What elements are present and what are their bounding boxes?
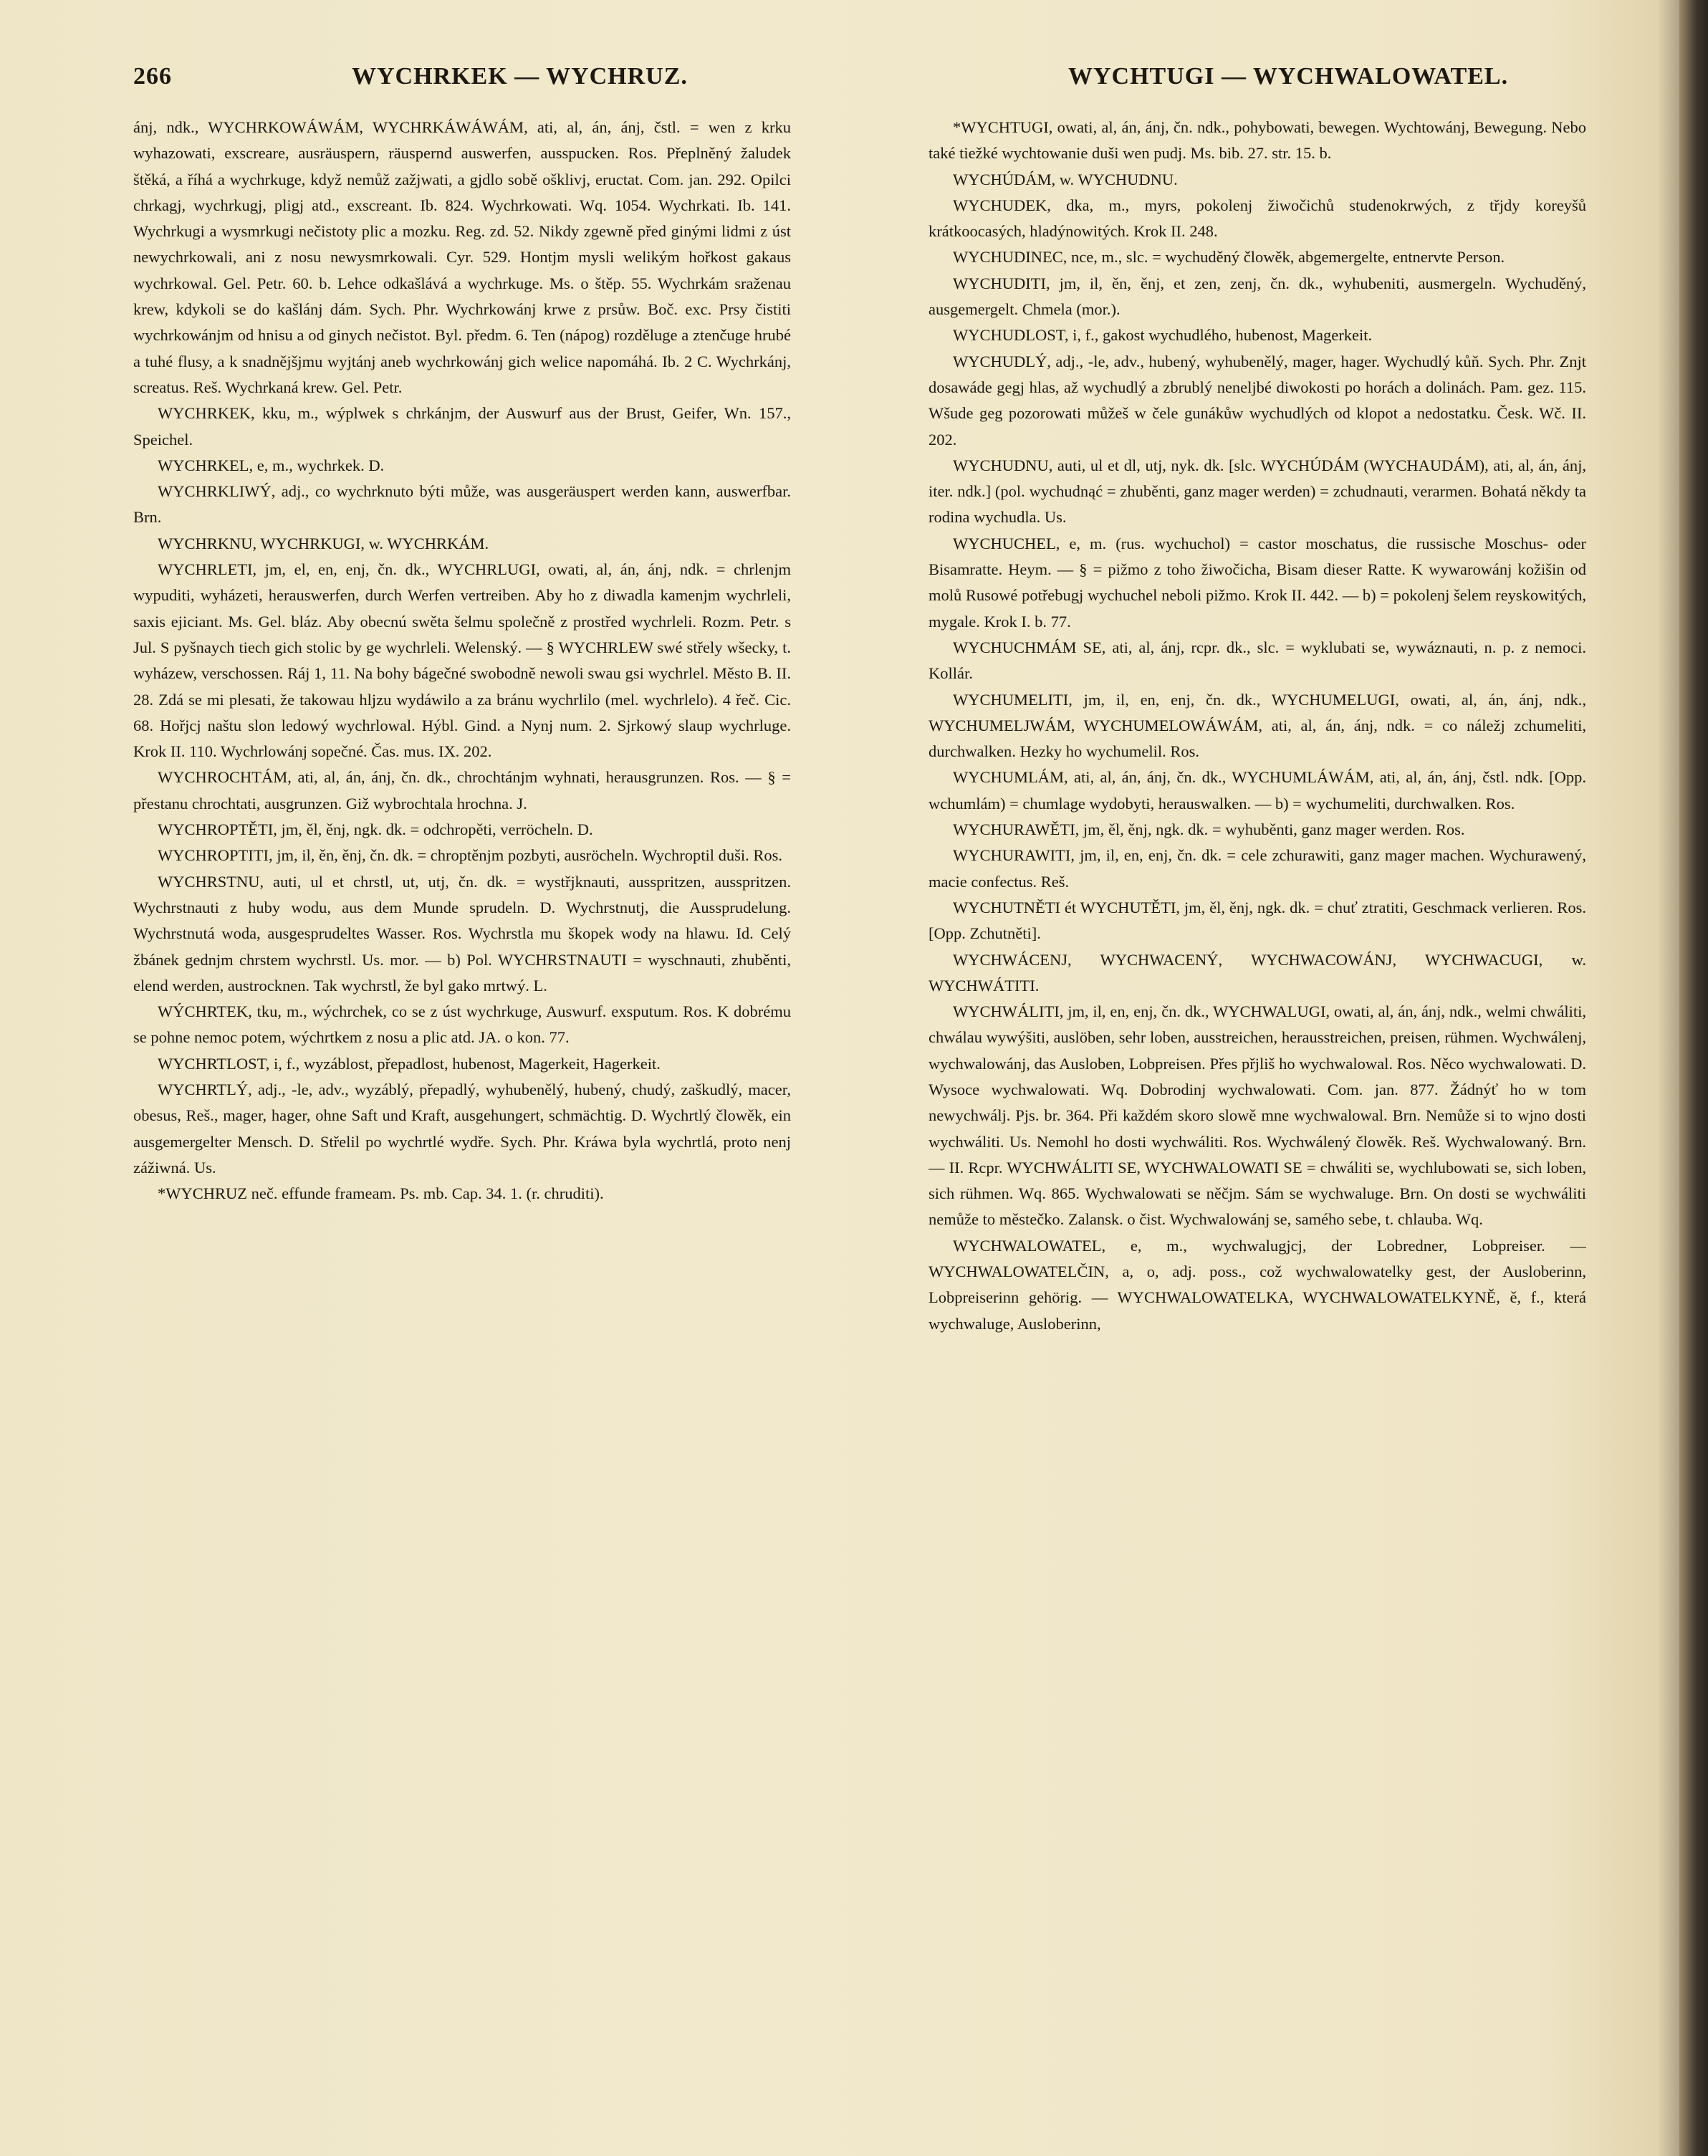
left-running-head: WYCHRKEK — WYCHRUZ.	[352, 63, 688, 90]
dictionary-entry: WÝCHRTEK, tku, m., wýchrchek, co se z úst wychrkuge, Auswurf. exsputum. Ros. K dobrému se pohne nemoc potem, wýchrtkem z nosu a plic atd. JA. o kon. 77.	[133, 1002, 791, 1047]
dictionary-entry: WYCHRKNU, WYCHRKUGI, w. WYCHRKÁM.	[158, 534, 489, 552]
dictionary-entry: WYCHWÁCENJ, WYCHWACENÝ, WYCHWACOWÁNJ, WYCHWACUGI, w. WYCHWÁTITI.	[929, 950, 1586, 995]
dictionary-entry: WYCHUDINEC, nce, m., slc. = wychuděný člowěk, abgemergelte, entnervte Person.	[953, 248, 1505, 267]
dictionary-entry: WYCHUDLÝ, adj., -le, adv., hubený, wyhubenělý, mager, hager. Wychudlý kůň. Sych. Phr. Znjt dosawáde gegj hlas, až wychudlý a zbrublý neneljbé diwokosti po horách a dolinách. Pam. gez. 115. Wšude geg pozorowati můžeš w čele gunákůw wychudlých od klopot a nedostatku. Česk. Wč. II. 202.	[929, 352, 1586, 449]
right-column	[929, 115, 1586, 1920]
dictionary-entry: WYCHWÁLITI, jm, il, en, enj, čn. dk., WYCHWALUGI, owati, al, án, ánj, ndk., welmi chwáliti, chwálau wywýšiti, auslöben, sehr loben, ausstreichen, herausstreichen, preisen, rühmen. Wychwálenj, wychwalowánj, das Ausloben, Lobpreisen. Přes přjliš ho wychwalowal. Ros. Něco wychwalowati. D. Wysoce wychwalowati. Wq. Dobrodinj wychwalowati. Com. jan. 877. Žádnýť ho w tom newychwálj. Pjs. br. 364. Při každém skoro slowě mne wychwalowal. Brn. Nemůže si to wjno dosti wychwáliti. Us. Nemohl ho dosti wychwáliti. Ros. Wychwálený člowěk. Reš. Wychwalowaný. Brn. — II. Rcpr. WYCHWÁLITI SE, WYCHWALOWATI SE = chwáliti se, wychlubowati se, sich loben, sich rühmen. Wq. 865. Wychwalowati se něčjm. Sám se wychwaluge. Brn. On dosti se wychwáliti nemůže to městečko. Zalansk. o čist. Wychwalowánj se, samého sebe, t. chlauba. Wq.	[929, 1002, 1586, 1229]
dictionary-entry: WYCHUCHEL, e, m. (rus. wychuchol) = castor moschatus, die russische Moschus- oder Bisamratte. Heym. — § = pižmo z toho žiwočicha, Bisam dieser Ratte. K wywarowánj kožišin od molů Rusowé potřebugj wychuchel neboli pižmo. Krok II. 442. — b) = pokolenj šelem reyskowitých, mygale. Krok I. b. 77.	[929, 534, 1586, 631]
dictionary-entry: WYCHUTNĚTI ét WYCHUTĚTI, jm, ěl, ěnj, ngk. dk. = chuť ztratiti, Geschmack verlieren. Ros. [Opp. Zchutněti].	[929, 898, 1586, 943]
dictionary-entry: WYCHRTLOST, i, f., wyzáblost, přepadlost, hubenost, Magerkeit, Hagerkeit.	[158, 1054, 661, 1073]
dictionary-entry: WYCHRKEL, e, m., wychrkek. D.	[158, 456, 385, 474]
right-running-head: WYCHTUGI — WYCHWALOWATEL.	[1068, 63, 1509, 90]
dictionary-entry: WYCHURAWITI, jm, il, en, enj, čn. dk. = cele zchurawiti, ganz mager machen. Wychurawený, macie confectus. Reš.	[929, 846, 1586, 891]
page-edge	[1679, 0, 1708, 2156]
dictionary-entry: WYCHUCHMÁM SE, ati, al, ánj, rcpr. dk., slc. = wyklubati se, wywáznauti, n. p. z nemoci. Kollár.	[929, 638, 1586, 683]
dictionary-entry: WYCHROPTITI, jm, il, ěn, ěnj, čn. dk. = chroptěnjm pozbyti, ausröcheln. Wychroptil duši. Ros.	[158, 846, 783, 865]
left-column	[133, 115, 791, 1920]
dictionary-entry: *WYCHTUGI, owati, al, án, ánj, čn. ndk., pohybowati, bewegen. Wychtowánj, Bewegung. Nebo také tiežké wychtowanie duši wen pudj. Ms. bib. 27. str. 15. b.	[929, 118, 1586, 163]
dictionary-entry: WYCHRKLIWÝ, adj., co wychrknuto býti může, was ausgeräuspert werden kann, auswerfbar. Brn.	[133, 482, 791, 527]
dictionary-entry: WYCHRKEK, kku, m., wýplwek s chrkánjm, der Auswurf aus der Brust, Geifer, Wn. 157., Speichel.	[133, 404, 791, 449]
dictionary-entry: WYCHUDEK, dka, m., myrs, pokolenj žiwočichů studenokrwých, z třjdy koreyšů krátkoocasých, hladýnowitých. Krok II. 248.	[929, 196, 1586, 241]
dictionary-entry: WYCHUDITI, jm, il, ěn, ěnj, et zen, zenj, čn. dk., wyhubeniti, ausmergeln. Wychuděný, ausgemergelt. Chmela (mor.).	[929, 274, 1586, 319]
running-header	[133, 63, 1566, 99]
dictionary-entry: ánj, ndk., WYCHRKOWÁWÁM, WYCHRKÁWÁWÁM, ati, al, án, ánj, čstl. = wen z krku wyhazowati, exscreare, ausräuspern, räuspernd auswerfen, ausspucken. Ros. Přeplněný žaludek štěká, a říhá a wychrkuge, když nemůž zažjwati, a gjdlo sobě ošklivj, eructat. Com. jan. 292. Opilci chrkagj, wychrkugj, pligj atd., exscreant. Ib. 824. Wychrkowati. Wq. 1054. Wychrkati. Ib. 141. Wychrkugi a wysmrkugi nečistoty plic a mozku. Reg. zd. 52. Nikdy zgewně před ginými lidmi z úst newychrkowali, ani z nosu newysmrkowali. Cyr. 529. Hontjm mysli welikým hořkost gakaus wychrkowal. Gel. Petr. 60. b. Lehce odkašlává a wychrkuge. Ms. o štěp. 55. Wychrkám sraženau krew, kdykoli se do kašlánj dám. Sych. Phr. Wychrkowánj krwe z prsůw. Boč. exc. Prsy čistiti wychrkowánjm od hnisu a od ginych nečistot. Byl. předm. 6. Ten (nápog) rozděluge a ztenčuge hrubé a tuhé flusy, a k snadnějšjmu wyjtánj aneb wychrkowánj gich welice napomáhá. Ib. 2 C. Wychrkánj, screatus. Reš. Wychrkaná krew. Gel. Petr.	[133, 118, 791, 396]
dictionary-entry: WYCHUMELITI, jm, il, en, enj, čn. dk., WYCHUMELUGI, owati, al, án, ánj, ndk., WYCHUMELJWÁM, WYCHUMELOWÁWÁM, ati, al, án, ánj, ndk. = co náležj zchumeliti, durchwalken. Hezky ho wychumelil. Ros.	[929, 690, 1586, 761]
dictionary-entry: WYCHRTLÝ, adj., -le, adv., wyzáblý, přepadlý, wyhubenělý, hubený, chudý, zaškudlý, macer, obesus, Reš., mager, hager, ohne Saft und Kraft, ausgehungert, schmächtig. D. Wychrtlý člowěk, ein ausgemergelter Mensch. D. Střelil po wychrtlé wydře. Sych. Phr. Kráwa byla wychrtlá, proto nenj zážiwná. Us.	[133, 1080, 791, 1177]
dictionary-entry: *WYCHRUZ neč. effunde frameam. Ps. mb. Cap. 34. 1. (r. chruditi).	[158, 1184, 604, 1203]
dictionary-entry: WYCHUDLOST, i, f., gakost wychudlého, hubenost, Magerkeit.	[953, 326, 1373, 345]
dictionary-entry: WYCHURAWĚTI, jm, ěl, ěnj, ngk. dk. = wyhuběnti, ganz mager werden. Ros.	[953, 820, 1465, 839]
dictionary-entry: WYCHROCHTÁM, ati, al, án, ánj, čn. dk., chrochtánjm wyhnati, herausgrunzen. Ros. — § = přestanu chrochtati, ausgrunzen. Giž wybrochtala hrochna. J.	[133, 768, 791, 813]
dictionary-entry: WYCHUDNU, auti, ul et dl, utj, nyk. dk. [slc. WYCHÚDÁM (WYCHAUDÁM), ati, al, án, ánj, iter. ndk.] (pol. wychudnąć = zhuběnti, ganz mager werden) = zchudnauti, verarmen. Bohatá někdy ta rodina wychudla. Us.	[929, 456, 1586, 527]
page-number: 266	[133, 63, 172, 90]
dictionary-entry: WYCHRSTNU, auti, ul et chrstl, ut, utj, čn. dk. = wystřjknauti, ausspritzen, ausspritzen. Wychrstnauti z huby wodu, aus dem Munde sprudeln. D. Wychrstnutj, die Aussprudelung. Wychrstnutá woda, ausgesprudeltes Wasser. Ros. Wychrstla mu škopek wody na hlawu. Id. Celý žbánek gednjm chrstem wychrstl. Us. mor. — b) Pol. WYCHRSTNAUTI = wyschnauti, zhuběnti, elend werden, austrocknen. Tak wychrstl, že byl gako mrtwý. L.	[133, 872, 791, 995]
dictionary-entry: WYCHROPTĚTI, jm, ěl, ěnj, ngk. dk. = odchropěti, verröcheln. D.	[158, 820, 593, 839]
dictionary-entry: WYCHWALOWATEL, e, m., wychwalugjcj, der Lobredner, Lobpreiser. — WYCHWALOWATELČIN, a, o, adj. poss., což wychwalowatelky gest, der Ausloberinn, Lobpreiserinn gehörig. — WYCHWALOWATELKA, WYCHWALOWATELKYNĚ, ě, f., která wychwaluge, Ausloberinn,	[929, 1236, 1586, 1333]
dictionary-entry: WYCHUMLÁM, ati, al, án, ánj, čn. dk., WYCHUMLÁWÁM, ati, al, án, ánj, čstl. ndk. [Opp. wchumlám) = chumlage wydobyti, herauswalken. — b) = wychumeliti, durchwalken. Ros.	[929, 768, 1586, 813]
dictionary-entry: WYCHÚDÁM, w. WYCHUDNU.	[953, 170, 1178, 188]
dictionary-entry: WYCHRLETI, jm, el, en, enj, čn. dk., WYCHRLUGI, owati, al, án, ánj, ndk. = chrlenjm wypuditi, wyházeti, herauswerfen, durch Werfen vertreiben. Aby ho z diwadla kamenjm wychrleli, saxis ejiciant. Ms. Gel. bláz. Aby obecnú swěta šelmu společně z prostřed wychrleli. Rozm. Petr. s Jul. S pyšnaych tiech gich stolic by ge wychrleli. Welenský. — § WYCHRLEW swé střely wšecky, t. wyházew, verschossen. Ráj 1, 11. Na bohy bágečné swobodně newoli swau gsi wychrlel. Město B. II. 28. Zdá se mi plesati, že takowau hljzu wydáwilo a za bránu wychrlilo (mel. wychrlelo). 4 řeč. Cic. 68. Hořjcj naštu slon ledowý wychrlowal. Hýbl. Gind. a Nynj num. 2. Sjrkowý slaup wychrluge. Krok II. 110. Wychrlowánj sopečné. Čas. mus. IX. 202.	[133, 560, 791, 761]
